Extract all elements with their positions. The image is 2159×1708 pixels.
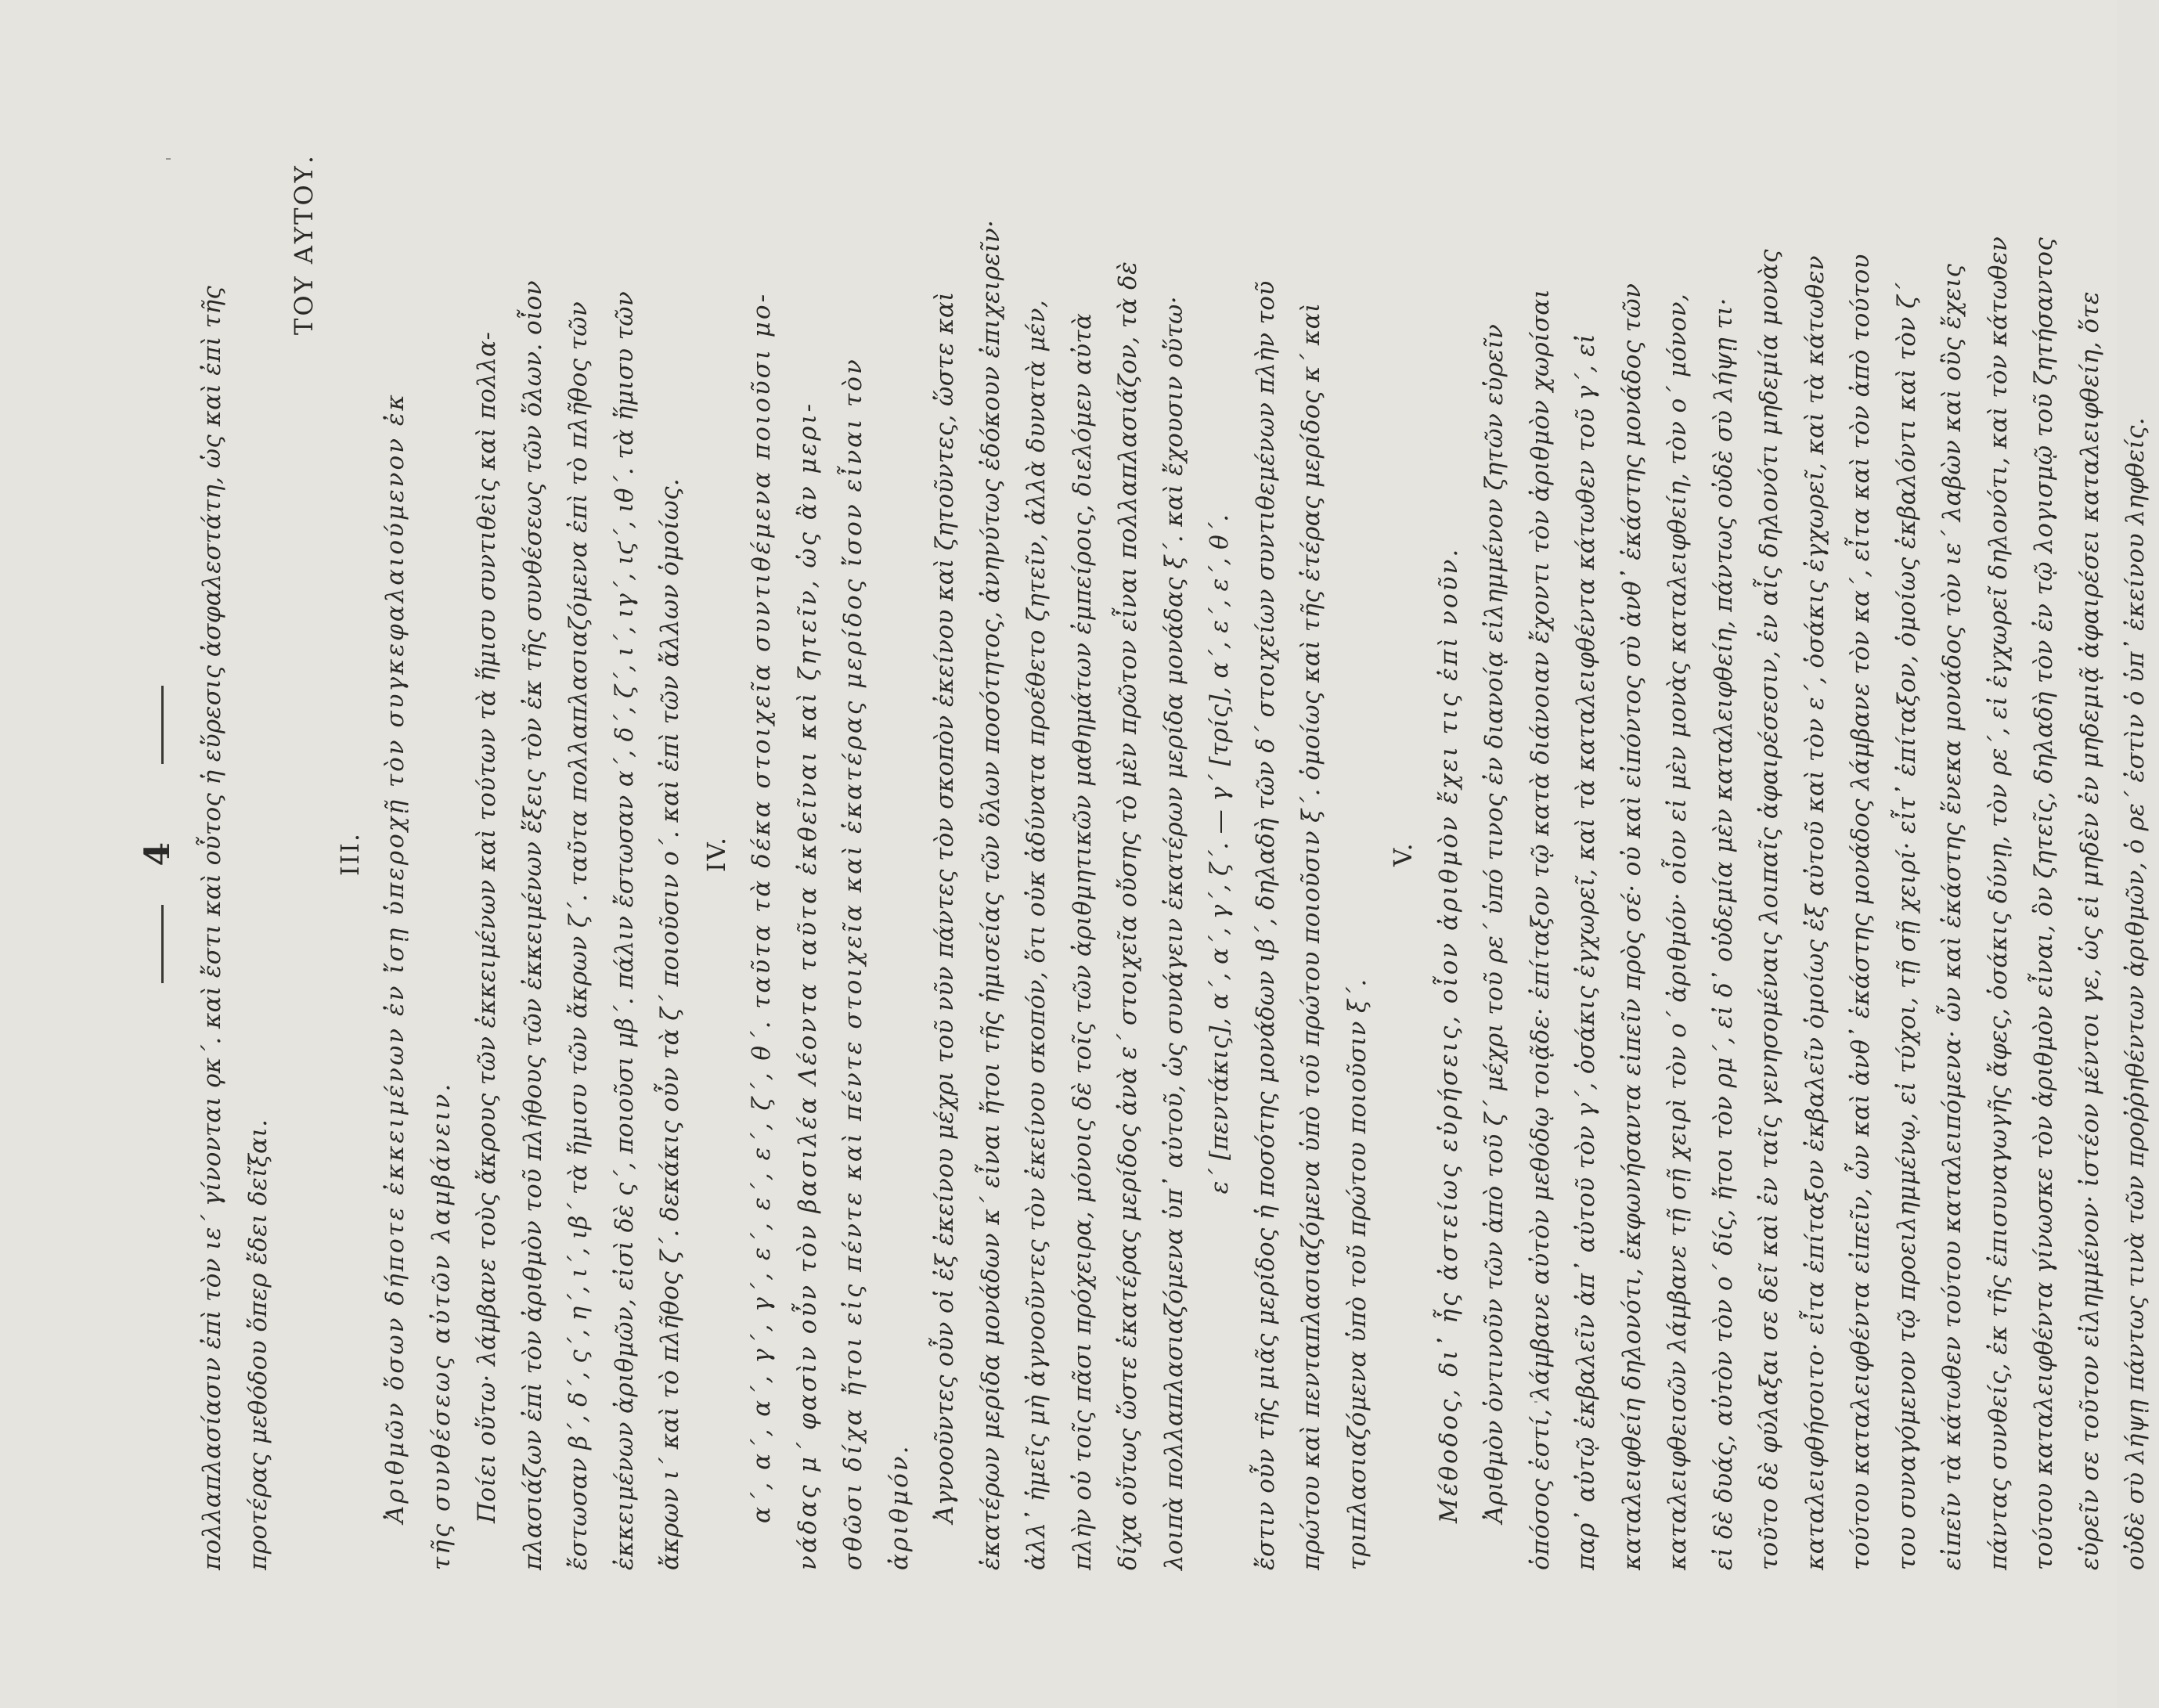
formula-line: ε΄ [πεντάκις], α΄, α΄, γ΄, ζ΄. — γ΄ [τρίς], α΄, ε΄, ε΄, θ΄. — [1206, 513, 1234, 1195]
text-line: οὐδὲ σὺ λήψῃ πάντως τινὰ τῶν προῤῥηθέντων ἀριθμῶν, ὁ ρε΄ ἐστὶν ὁ ὑπ᾽ ἐκείνου ληφθείς. — [2121, 416, 2150, 1570]
text-line: τούτου καταλειφθέντα εἰπεῖν, ὧν καὶ ἀνθ᾽ ἑκάστης μονάδος λάμβανε τὸν κα΄, εἶτα καὶ τὸν ἀπὸ τούτου — [1847, 254, 1875, 1570]
section-numeral-4: IV. — [701, 835, 731, 873]
text-line: νάδας μ΄ φασὶν οὖν τὸν βασιλέα Λέοντα ταῦτα ἐκθεῖναι καὶ ζητεῖν, ὡς ἂν μερι- — [793, 401, 822, 1570]
section-numeral-5: V. — [1388, 841, 1418, 867]
text-line: Ποίει οὕτω· λάμβανε τοὺς ἄκρους τῶν ἐκκειμένων καὶ τούτων τὰ ἥμισυ συντιθεὶς καὶ πολλα- — [473, 331, 501, 1523]
text-line: Ἀγνοοῦντες οὖν οἱ ἐξ ἐκείνου μέχρι τοῦ νῦν πάντες τὸν σκοπὸν ἐκείνου καὶ ζητοῦντες, ὥστε καὶ — [931, 291, 959, 1523]
section-title: Ἀριθμῶν ὅσων δήποτε ἐκκειμένων ἐν ἴσῃ ὑπεροχῇ τὸν συγκεφαλαιούμενον ἐκ — [381, 392, 409, 1523]
page-number: 4 — [138, 841, 178, 867]
text-line: ἐκκειμένων ἀριθμῶν, εἰσὶ δὲ ς΄, ποιοῦσι μβ΄. πάλιν ἔστωσαν α΄, δ΄, ζ΄, ι΄, ιγ΄, ιϛ΄, ιθ΄. τὰ ἥμισυ τῶν — [610, 290, 639, 1570]
text-line: λοιπὰ πολλαπλασιαζόμενα ὑπ᾽ αὐτοῦ, ὡς συνάγειν ἑκατέρων μερίδα μονάδας ξ΄. καὶ ἔχουσιν οὕτω· — [1159, 296, 1188, 1570]
section-title: τῆς συνθέσεως αὐτῶν λαμβάνειν. — [427, 1081, 456, 1570]
text-line: πρώτου καὶ πενταπλασιαζόμενα ὑπὸ τοῦ πρώτου ποιοῦσιν ξ΄. ὁμοίως καὶ τῆς ἑτέρας μερίδος κ΄ καὶ — [1297, 302, 1325, 1570]
text-line: του συναγόμενον τῷ προειλημμένῳ, εἰ τύχοι, τῇ σῇ χειρί· εἶτ᾽ ἐπίταξον, ὁμοίως ἐκβαλόντι καὶ τὸν ζ΄ — [1892, 283, 1921, 1570]
text-line: τούτου καταλειφθέντα γίνωσκε τὸν ἀριθμὸν εἶναι, ὃν ζητεῖς, δηλαδὴ τὸν ἐν τῷ λογισμῷ τοῦ ζητήσαντος — [2030, 236, 2058, 1570]
text-line: δίχα οὕτως ὥστε ἑκατέρας μερίδος ἀνὰ ε΄ στοιχεῖα οὔσης τὸ μὲν πρῶτον εἶναι πολλαπλασιάζον, τὰ δὲ — [1114, 261, 1142, 1570]
section-numeral-3: ΙΙΙ. — [334, 831, 365, 877]
text-line: πολλαπλασίασιν ἐπὶ τὸν ιε΄ γίνονται ϙκ΄. καὶ ἔστι καὶ οὗτος ἡ εὕρεσις ἀσφαλεστάτη, ὡς καὶ ἐπὶ τῆς — [198, 285, 226, 1570]
text-line: εἰπεῖν τὰ κάτωθεν τούτου καταλειπόμενα· ὧν καὶ ἑκάστης ἕνεκα μονάδος τὸν ιε΄ λαβὼν καὶ οὓς ἔχεις — [1938, 263, 1966, 1570]
text-line: καταλειφθήσοιτο· εἶτα ἐπίταξον ἐκβαλεῖν ὁμοίως ἐξ αὐτοῦ καὶ τὸν ε΄, ὁσάκις ἐγχωρεῖ, καὶ τὰ κάτωθεν — [1800, 255, 1829, 1570]
text-line: σθῶσι δίχα ἤτοι εἰς πέντε καὶ πέντε στοιχεῖα καὶ ἑκατέρας μερίδος ἴσον εἶναι τὸν — [839, 357, 867, 1570]
text-line: παρ᾽ αὐτῷ ἐκβαλεῖν ἀπ᾽ αὐτοῦ τὸν γ΄, ὁσάκις ἐγχωρεῖ, καὶ τὰ καταλειφθέντα κάτωθεν τοῦ γ΄, εἰ — [1572, 333, 1600, 1570]
text-line: καταλειφθεισῶν λάμβανε τῇ σῇ χειρὶ τὸν ο΄ ἀριθμόν· οἷον εἰ μὲν μονὰς καταλειφθείη, τὸν ο΄ μόνον, — [1663, 293, 1692, 1570]
header-rule-right — [161, 686, 164, 764]
text-line: ἔστωσαν β΄, δ΄, ς΄, η΄, ι΄, ιβ΄ τὰ ἥμισυ τῶν ἄκρων ζ΄. ταῦτα πολλαπλασιαζόμενα ἐπὶ τὸ πλῆθος τῶν — [564, 301, 593, 1570]
header-rule-left — [161, 905, 164, 983]
author-heading: ΤΟΥ ΑΥΤΟΥ. — [289, 153, 319, 335]
section-title: Μέθοδος, δι᾽ ἧς ἀστείως εὑρήσεις, οἷον ἀριθμὸν ἔχει τις ἐπὶ νοῦν. — [1434, 546, 1463, 1523]
text-line: προτέρας μεθόδου ὅπερ ἔδει δεῖξαι. — [243, 1119, 272, 1570]
text-line: πλὴν οὐ τοῖς πᾶσι πρόχειρα, μόνοις δὲ τοῖς τῶν ἀριθμητικῶν μαθημάτων ἐμπείροις, διελόμεν αὐτὰ — [1068, 312, 1097, 1570]
text-line: πάντας συνθείς, ἐκ τῆς ἐπισυναγωγῆς ἄφες, ὁσάκις δύνῃ, τὸν ρε΄, εἰ ἐγχωρεῖ δηλονότι, καὶ τὸν κάτωθεν — [1984, 236, 2013, 1570]
text-line: πλασιάζων ἐπὶ τὸν ἀριθμὸν τοῦ πλήθους τῶν ἐκκειμένων ἕξεις τὸν ἐκ τῆς συνθέσεως τῶν ὅλων. οἷον — [518, 280, 547, 1570]
text-line: τοῦτο δὲ φύλαξαι σε δεῖ καὶ ἐν ταῖς γενησομέναις λοιπαῖς ἀφαιρέσεσιν, ἐν αἷς δηλονότι μηδεμία μονὰς — [1755, 249, 1783, 1570]
text-line: καταλειφθείη δηλονότι, ἐκφωνήσαντα εἰπεῖν πρὸς σέ· οὐ καὶ εἰπόντος σὺ ἀνθ᾽ ἑκάστης μονάδος τῶν — [1617, 283, 1646, 1570]
text-line: ἀριθμόν. — [885, 1443, 914, 1570]
text-line: Ἀριθμὸν ὁντινοῦν τῶν ἀπὸ τοῦ ζ΄ μέχρι τοῦ ρε΄ ὑπό τινος ἐν διανοίᾳ εἰλημμένον ζητῶν εὑρεῖν — [1480, 323, 1508, 1523]
text-line: εἰ δὲ δυάς, αὐτὸν τὸν ο΄ δίς, ἤτοι τὸν ρμ΄, εἰ δ᾽ οὐδεμία μὲν καταλειφθείη, πάντως οὐδὲ σὺ λήψῃ τι· — [1709, 297, 1738, 1570]
page-header — [135, 138, 189, 1570]
text-line: ἔστιν οὖν τῆς μιᾶς μερίδος ἡ ποσότης μονάδων ιβ΄, δηλαδὴ τῶν δ΄ στοιχείων συντιθεμένων πλὴν τοῦ — [1251, 280, 1280, 1570]
text-line: τριπλασιαζόμενα ὑπὸ τοῦ πρώτου ποιοῦσιν ξ΄. — [1343, 978, 1371, 1570]
text-line: εὑρεῖν σε τοῦτον εἰλημμένον· ἰστέον μέντοι γε, ὡς εἰ μηδὲν ἐν μηδεμιᾷ ἀφαιρέσει καταλειφθείη, ὅτε — [2075, 291, 2104, 1570]
rotated-text-block — [80, 91, 2150, 1617]
text-line: ἄκρων ι΄ καὶ τὸ πλῆθος ζ΄. δεκάκις οὖν τὰ ζ΄ ποιοῦσιν ο΄. καὶ ἐπὶ τῶν ἄλλων ὁμοίως. — [656, 477, 684, 1570]
text-line: ὁπόσος ἐστί, λάμβανε αὐτὸν μεθόδῳ τοιᾷδε· ἐπίταξον τῷ κατὰ διάνοιαν ἔχοντι τὸν ἀριθμὸν χωρίσαι — [1526, 288, 1555, 1570]
text-line: α΄, α΄, α΄, γ΄, γ΄, ε΄, ε΄, ε΄, ζ΄, θ΄. ταῦτα τὰ δέκα στοιχεῖα συντιθέμενα ποιοῦσι μο- — [748, 291, 776, 1523]
text-line: ἀλλ᾽ ἡμεῖς μὴ ἀγνοοῦντες τὸν ἐκείνου σκοπόν, ὅτι οὐκ ἀδύνατα προέθετο ζητεῖν, ἀλλὰ δυνατὰ μέν, — [1022, 299, 1051, 1570]
text-line: ἑκατέρων μερίδα μονάδων κ΄ εἶναι ἤτοι τῆς ἡμισείας τῶν ὅλων ποσότητος, ἀνηνύτως ἐδόκουν ἐπιχειρεῖν· — [976, 219, 1005, 1570]
